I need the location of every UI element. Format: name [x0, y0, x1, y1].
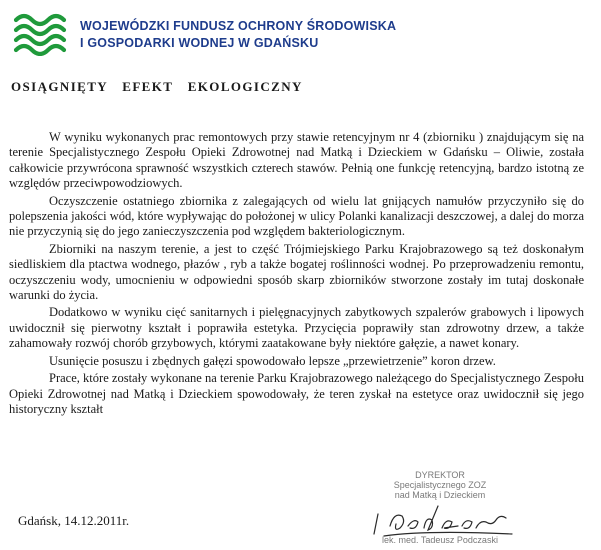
paragraph-3: Zbiorniki na naszym terenie, a jest to część Trójmiejskiego Parku Krajobrazowego są też doskonałym siedliskiem dla ptactwa wodnego, płazów , ryb a także bogatej roślinności wodnej. Po przeprowadzeniu remontu, oczyszczeniu wody, umocnieniu w odpowiedni sposób skarp zbiorników stworzone zostały im tutaj doskonałe warunki do życia.: [9, 241, 584, 303]
document-title: OSIĄGNIĘTY EFEKT EKOLOGICZNY: [11, 79, 303, 94]
stamp-line-4: lek. med. Tadeusz Podczaski: [382, 535, 498, 545]
paragraph-1: W wyniku wykonanych prac remontowych przy stawie retencyjnym nr 4 (zbiorniku ) znajdującym się na terenie Specjalistycznego Zespołu Opieki Zdrowotnej nad Matką i Dzieckiem w Gdańsku – Oliwie, została całkowicie przywrócona sprawność wszystkich czterech stawów. Pełnią one funkcję retencyjną, bardzo istotną ze względów przeciwpowodziowych.: [9, 130, 584, 191]
stamp-line-1: DYREKTOR: [415, 470, 465, 480]
stamp-line-3: nad Matką i Dzieckiem: [394, 490, 486, 500]
paragraph-2: Oczyszczenie ostatniego zbiornika z zalegających od wielu lat gnijących namułów przyczyniło się do polepszenia jakości wód, które wypływając do położonej w ulicy Polanki kanalizacji deszczowej, a dalej do morza nie przyczynią się do jego zanieczyszczenia pod względem bakteriologicznym.: [9, 193, 584, 239]
org-name-line-2: I GOSPODARKI WODNEJ W GDAŃSKU: [80, 36, 319, 50]
paragraph-4: Dodatkowo w wyniku cięć sanitarnych i pielęgnacyjnych zabytkowych szpalerów grabowych i lipowych uwidocznił się pierwotny kształt i poprawiła estetyka. Przycięcia poprawiły stan zdrowotny drzew, a także zahamowały rozwój chorób grzybowych, którymi zaatakowane były niektóre gałęzie, a nawet konary.: [9, 305, 584, 351]
paragraph-5: Usunięcie posuszu i zbędnych gałęzi spowodowało lepsze „przewietrzenie” koron drzew.: [49, 353, 496, 368]
wave-logo-icon: [12, 10, 72, 56]
paragraph-6: Prace, które zostały wykonane na terenie Parku Krajobrazowego należącego do Specjalistycznego Zespołu Opieki Zdrowotnej nad Matką i Dzieckiem spowodowały, że teren zyskał na estetyce oraz uwidocznił się jego historyczny kształt: [9, 371, 584, 416]
document-body: [9, 130, 584, 417]
org-name-line-1: WOJEWÓDZKI FUNDUSZ OCHRONY ŚRODOWISKA: [80, 19, 397, 33]
director-stamp: [360, 470, 520, 550]
handwritten-signature: [366, 500, 516, 538]
document-date: Gdańsk, 14.12.2011r.: [18, 513, 130, 528]
stamp-line-2: Specjalistycznego ZOZ: [393, 480, 487, 490]
organization-name: [80, 18, 396, 52]
